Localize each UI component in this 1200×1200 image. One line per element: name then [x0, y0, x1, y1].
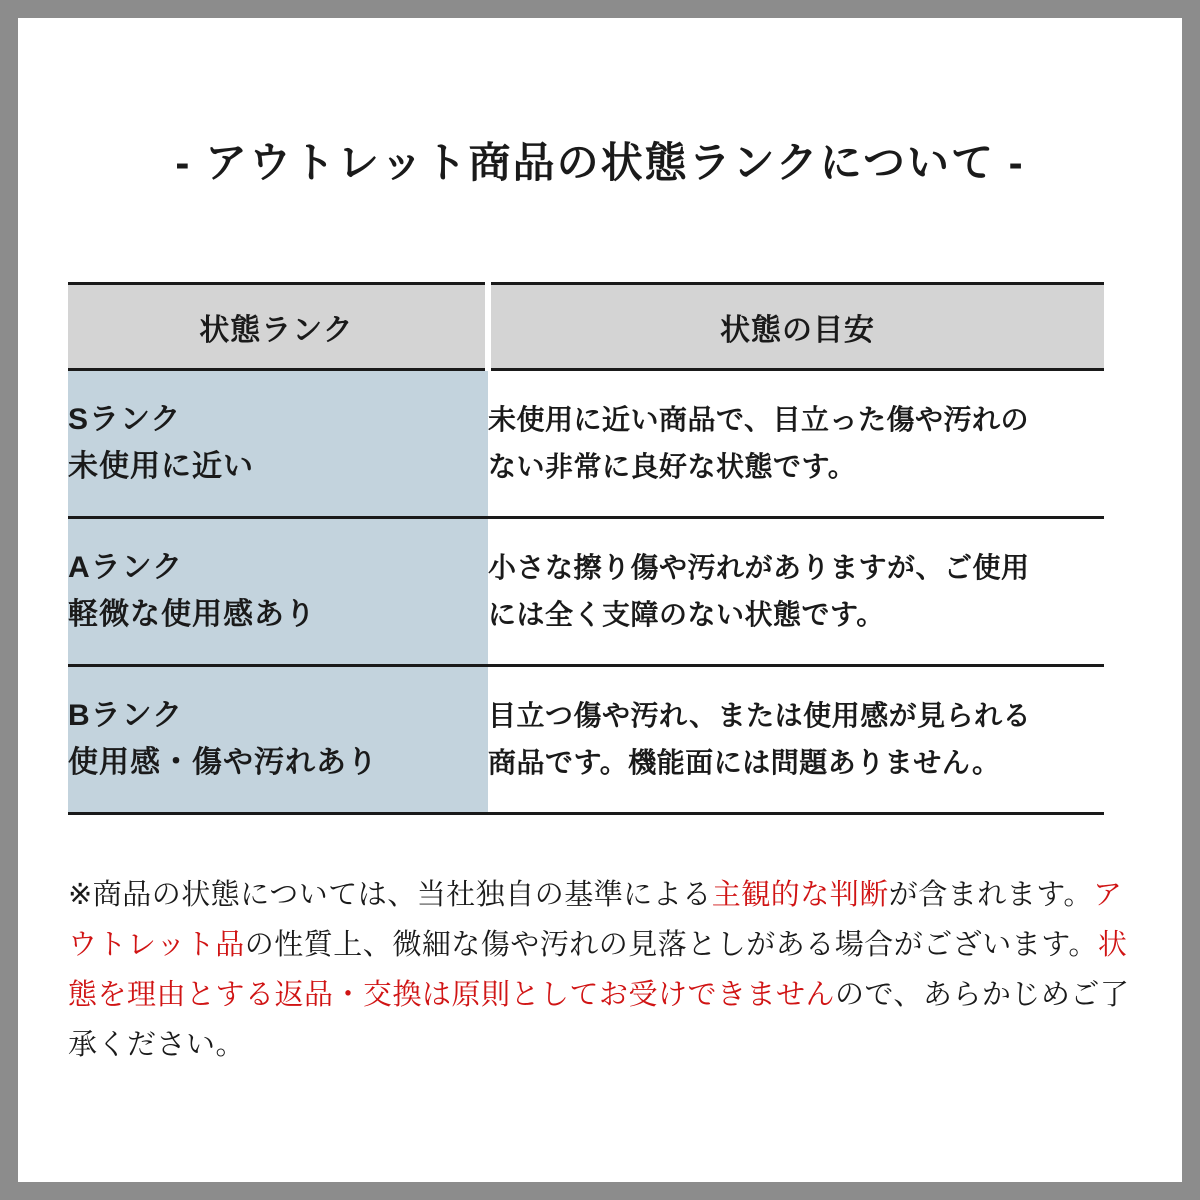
document-page — [18, 18, 1182, 1182]
note-segment-3: の性質上、微細な傷や汚れの見落としがある場合がございます。 — [244, 928, 1098, 961]
rank-label-line2: 未使用に近い — [68, 449, 254, 483]
rank-label-line1: Aランク — [68, 551, 184, 584]
desc-line2: には全く支障のない状態です。 — [488, 598, 885, 630]
desc-cell-b — [488, 666, 1104, 814]
note-segment-4: ので、あらかじめご了承ください。 — [68, 978, 1130, 1061]
page-title: - アウトレット商品の状態ランクについて - — [175, 139, 1025, 186]
disclaimer-note — [68, 871, 1132, 1071]
table-header-row — [68, 284, 1104, 370]
table-row — [68, 666, 1104, 814]
document-inner — [50, 18, 1150, 1182]
note-highlight-3: 状態を理由とする返品・交換は原則としてお受けできません — [68, 928, 1128, 1011]
rank-label-line1: Sランク — [68, 403, 182, 436]
desc-line2: 商品です。機能面には問題ありません。 — [488, 746, 1001, 778]
rank-label-line1: Bランク — [68, 699, 184, 732]
header-rank: 状態ランク — [68, 284, 488, 370]
rank-cell-s — [68, 370, 488, 518]
desc-cell-a — [488, 518, 1104, 666]
table-row — [68, 518, 1104, 666]
rank-table — [68, 282, 1104, 815]
note-highlight-1: 主観的な判断 — [711, 879, 889, 911]
desc-cell-s — [488, 370, 1104, 518]
rank-cell-b — [68, 666, 488, 814]
rank-cell-a — [68, 518, 488, 666]
desc-line2: ない非常に良好な状態です。 — [488, 450, 857, 482]
desc-line1: 目立つ傷や汚れ、または使用感が見られる — [488, 700, 1032, 732]
table-row — [68, 370, 1104, 518]
rank-label-line2: 使用感・傷や汚れあり — [68, 745, 378, 779]
rank-label-line2: 軽微な使用感あり — [68, 597, 316, 631]
note-segment-1: ※商品の状態については、当社独自の基準による — [68, 879, 712, 911]
header-criteria: 状態の目安 — [488, 284, 1104, 370]
desc-line1: 未使用に近い商品で、目立った傷や汚れの — [488, 404, 1029, 436]
desc-line1: 小さな擦り傷や汚れがありますが、ご使用 — [488, 552, 1030, 584]
note-segment-2: が含まれます。 — [888, 879, 1093, 911]
note-highlight-2: アウトレット品 — [68, 879, 1123, 961]
